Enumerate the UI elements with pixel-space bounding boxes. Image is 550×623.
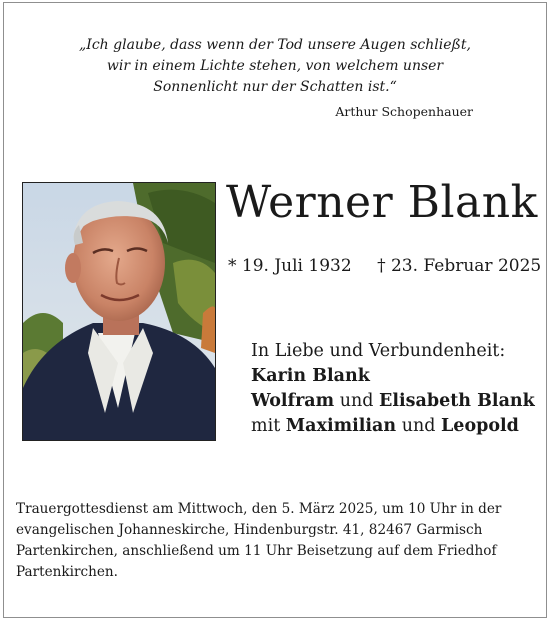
birth-date: * 19. Juli 1932 — [228, 256, 352, 276]
mourner-name: Wolfram — [251, 391, 335, 411]
mourners-block — [251, 339, 535, 439]
deceased-name: Werner Blank — [226, 177, 538, 228]
mourners-intro: In Liebe und Verbundenheit: — [251, 341, 506, 361]
quote-author: Arthur Schopenhauer — [335, 104, 473, 119]
service-line: Partenkirchen. — [16, 564, 118, 580]
service-line: evangelischen Johanneskirche, Hindenburgstr. 41, 82467 Garmisch — [16, 522, 483, 538]
obituary-card — [3, 2, 547, 618]
mourner-name: Maximilian — [285, 416, 397, 436]
mourner-line — [251, 414, 535, 439]
portrait-illustration — [23, 183, 215, 440]
death-date: † 23. Februar 2025 — [377, 256, 542, 276]
mourner-joiner: und — [334, 391, 380, 411]
mourner-name: Leopold — [441, 416, 519, 436]
quote-line: Sonnenlicht nur der Schatten ist.“ — [153, 79, 397, 95]
mourner-prefix: mit — [251, 416, 286, 436]
mourner-name: Elisabeth Blank — [379, 391, 535, 411]
service-line: Partenkirchen, anschließend um 11 Uhr Beisetzung auf dem Friedhof — [16, 543, 497, 559]
quote-line: „Ich glaube, dass wenn der Tod unsere Augen schließt, — [79, 37, 471, 53]
quote-block — [4, 35, 546, 98]
mourner-line — [251, 364, 535, 389]
life-dates — [228, 256, 541, 276]
service-line: Trauergottesdienst am Mittwoch, den 5. März 2025, um 10 Uhr in der — [16, 501, 502, 517]
mourner-line — [251, 389, 535, 414]
mourner-name: Karin Blank — [251, 366, 370, 386]
mourner-joiner: und — [396, 416, 441, 436]
service-info — [16, 499, 536, 583]
quote-line: wir in einem Lichte stehen, von welchem unser — [106, 58, 444, 74]
portrait-photo — [22, 182, 216, 441]
